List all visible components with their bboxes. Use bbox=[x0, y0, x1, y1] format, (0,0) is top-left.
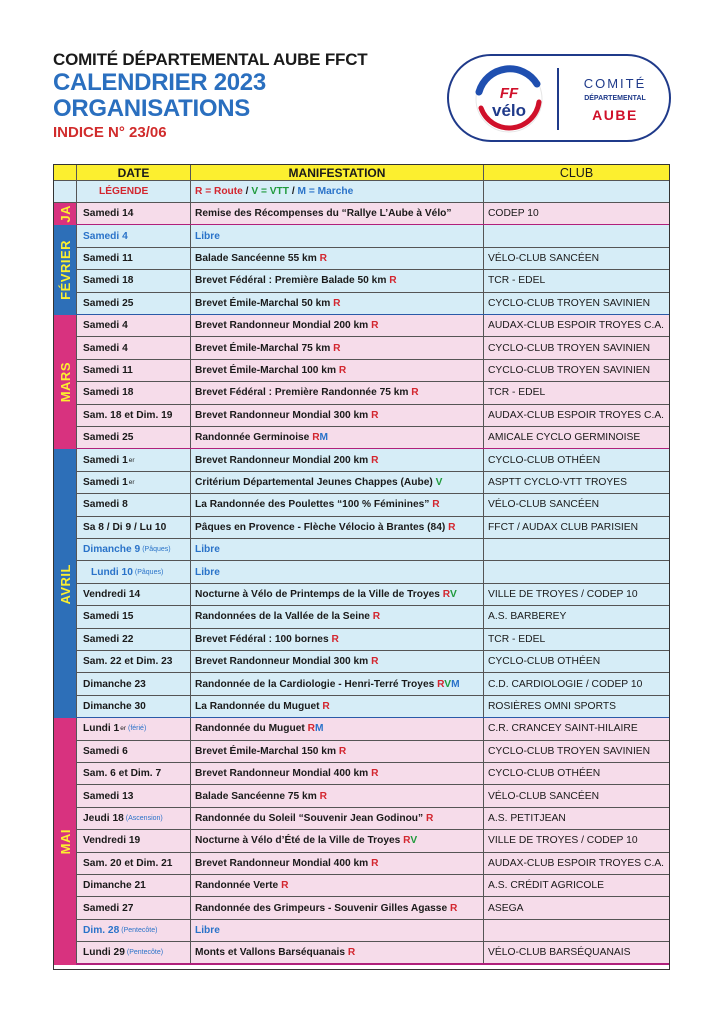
type-codes: RM bbox=[307, 723, 324, 735]
manifestation-cell: Libre bbox=[191, 920, 484, 941]
manifestation-cell: Brevet Émile-Marchal 75 km R bbox=[191, 337, 484, 358]
header-manifestation: MANIFESTATION bbox=[191, 165, 484, 180]
club-cell bbox=[484, 539, 669, 560]
type-codes: R bbox=[322, 700, 330, 712]
club-cell: TCR - EDEL bbox=[488, 633, 546, 645]
manifestation-cell: Brevet Randonneur Mondial 400 km R bbox=[191, 853, 484, 874]
club-cell bbox=[484, 561, 669, 582]
date-cell: Samedi 6 bbox=[76, 741, 191, 762]
manifestation-cell: Balade Sancéenne 55 km R bbox=[191, 248, 484, 269]
table-row bbox=[54, 763, 669, 785]
date-cell: Samedi 18 bbox=[76, 270, 191, 291]
date-cell: Samedi 4 bbox=[76, 225, 191, 246]
type-codes: RV bbox=[403, 835, 418, 847]
month-label: MARS bbox=[54, 315, 76, 449]
manifestation-cell: Brevet Randonneur Mondial 400 km R bbox=[191, 763, 484, 784]
date-cell: Dim. 28 (Pentecôte) bbox=[76, 920, 191, 941]
table-row bbox=[54, 270, 669, 292]
table-row bbox=[54, 472, 669, 494]
manifestation-cell: Brevet Randonneur Mondial 300 km R bbox=[191, 405, 484, 426]
type-codes: R bbox=[319, 790, 327, 802]
club-cell: AMICALE CYCLO GERMINOISE bbox=[488, 432, 641, 444]
table-row bbox=[54, 517, 669, 539]
header-date: DATE bbox=[76, 165, 191, 180]
header-club: CLUB bbox=[559, 165, 594, 180]
date-cell: Samedi 13 bbox=[76, 785, 191, 806]
table-row bbox=[54, 897, 669, 919]
club-cell: AUDAX-CLUB ESPOIR TROYES C.A. bbox=[488, 857, 665, 869]
manifestation-cell: Randonnée des Grimpeurs - Souvenir Gilles Agasse R bbox=[191, 897, 484, 918]
table-row bbox=[54, 651, 669, 673]
date-cell: Samedi 1 er bbox=[76, 449, 191, 470]
table-row bbox=[54, 293, 669, 315]
calendar-title: CALENDRIER 2023 bbox=[53, 69, 266, 96]
table-row bbox=[54, 920, 669, 942]
month-label: AVRIL bbox=[54, 449, 76, 718]
date-cell: Sam. 6 et Dim. 7 bbox=[76, 763, 191, 784]
date-cell: Lundi 10 (Pâques) bbox=[76, 561, 191, 582]
date-cell: Vendredi 14 bbox=[76, 584, 191, 605]
manifestation-cell: Brevet Fédéral : Première Balade 50 km R bbox=[191, 270, 484, 291]
date-cell: Sam. 22 et Dim. 23 bbox=[76, 651, 191, 672]
type-codes: RM bbox=[312, 432, 329, 444]
committee-title: COMITÉ DÉPARTEMENTAL AUBE FFCT bbox=[53, 50, 368, 69]
type-codes: R bbox=[319, 252, 327, 264]
type-codes: R bbox=[425, 812, 434, 824]
date-cell: Samedi 25 bbox=[76, 293, 191, 314]
type-codes: RV bbox=[442, 588, 457, 600]
manifestation-cell: La Randonnée du Muguet R bbox=[191, 696, 484, 717]
table-row bbox=[54, 449, 669, 471]
type-codes: R bbox=[371, 768, 379, 780]
month-label: FÉVRIER bbox=[54, 225, 76, 315]
type-codes: R bbox=[347, 947, 356, 959]
month-label: JA bbox=[54, 203, 76, 225]
table-row bbox=[54, 808, 669, 830]
table-row bbox=[54, 561, 669, 583]
table-row bbox=[54, 360, 669, 382]
month-divider bbox=[76, 963, 669, 965]
type-codes: R bbox=[448, 521, 456, 533]
ffvelo-logo bbox=[447, 54, 671, 142]
club-cell: ROSIÈRES OMNI SPORTS bbox=[488, 700, 616, 712]
club-cell: FFCT / AUDAX CLUB PARISIEN bbox=[488, 521, 639, 533]
club-cell: CODEP 10 bbox=[488, 208, 539, 220]
club-cell: VILLE DE TROYES / CODEP 10 bbox=[488, 588, 638, 600]
type-codes: R bbox=[389, 275, 397, 287]
type-codes: R bbox=[333, 297, 341, 309]
type-codes: R bbox=[338, 745, 347, 757]
manifestation-cell: Brevet Émile-Marchal 100 km R bbox=[191, 360, 484, 381]
club-cell: TCR - EDEL bbox=[488, 387, 546, 399]
table-row bbox=[54, 629, 669, 651]
table-row bbox=[54, 785, 669, 807]
table-row bbox=[54, 942, 669, 964]
manifestation-cell: La Randonnée des Poulettes “100 % Féminines” R bbox=[191, 494, 484, 515]
table-row bbox=[54, 853, 669, 875]
manifestation-cell: Brevet Randonneur Mondial 200 km R bbox=[191, 315, 484, 336]
table-row bbox=[54, 405, 669, 427]
type-codes: R bbox=[371, 656, 379, 668]
date-cell: Samedi 11 bbox=[76, 360, 191, 381]
date-cell: Vendredi 19 bbox=[76, 830, 191, 851]
date-cell: Dimanche 21 bbox=[76, 875, 191, 896]
club-cell: VILLE DE TROYES / CODEP 10 bbox=[488, 835, 638, 847]
type-codes: V bbox=[435, 476, 443, 488]
club-cell bbox=[484, 920, 669, 941]
date-cell: Sam. 18 et Dim. 19 bbox=[76, 405, 191, 426]
club-cell: CYCLO-CLUB OTHÉEN bbox=[488, 454, 601, 466]
legend-club bbox=[484, 181, 669, 202]
table-row bbox=[54, 494, 669, 516]
date-cell: Lundi 1 er (férié) bbox=[76, 718, 191, 739]
club-cell: CYCLO-CLUB TROYEN SAVINIEN bbox=[488, 297, 651, 309]
manifestation-cell: Libre bbox=[191, 539, 484, 560]
type-codes: R bbox=[371, 857, 379, 869]
date-cell: Samedi 11 bbox=[76, 248, 191, 269]
date-cell: Samedi 22 bbox=[76, 629, 191, 650]
manifestation-cell: Nocturne à Vélo de Printemps de la Ville de Troyes RV bbox=[191, 584, 484, 605]
logo-comite: COMITÉ bbox=[583, 76, 647, 91]
calendar-table bbox=[53, 164, 670, 970]
date-cell: Dimanche 30 bbox=[76, 696, 191, 717]
type-codes: R bbox=[411, 387, 419, 399]
manifestation-cell: Randonnée du Muguet RM bbox=[191, 718, 484, 739]
club-cell: ASEGA bbox=[488, 902, 524, 914]
manifestation-cell: Remise des Récompenses du “Rallye L’Aube à Vélo” bbox=[191, 203, 484, 224]
table-row bbox=[54, 741, 669, 763]
club-cell: CYCLO-CLUB OTHÉEN bbox=[488, 768, 601, 780]
club-cell: CYCLO-CLUB TROYEN SAVINIEN bbox=[488, 364, 651, 376]
club-cell: CYCLO-CLUB OTHÉEN bbox=[488, 656, 601, 668]
legend-row bbox=[54, 181, 669, 203]
manifestation-cell: Libre bbox=[191, 561, 484, 582]
date-cell: Samedi 15 bbox=[76, 606, 191, 627]
table-row bbox=[54, 248, 669, 270]
table-row bbox=[54, 539, 669, 561]
club-cell: C.R. CRANCEY SAINT-HILAIRE bbox=[488, 723, 638, 735]
document-header bbox=[53, 50, 367, 144]
club-cell: A.S. PETITJEAN bbox=[488, 812, 566, 824]
date-cell: Samedi 1 er bbox=[76, 472, 191, 493]
table-row bbox=[54, 673, 669, 695]
club-cell: CYCLO-CLUB TROYEN SAVINIEN bbox=[488, 342, 651, 354]
table-row bbox=[54, 225, 669, 247]
table-row bbox=[54, 830, 669, 852]
date-cell: Samedi 4 bbox=[76, 337, 191, 358]
manifestation-cell: Randonnée du Soleil “Souvenir Jean Godinou” R bbox=[191, 808, 484, 829]
ffvelo-emblem-icon bbox=[467, 62, 551, 136]
type-codes: R bbox=[331, 633, 339, 645]
club-cell: VÉLO-CLUB BARSÉQUANAIS bbox=[488, 947, 631, 959]
table-row bbox=[54, 718, 669, 740]
table-row bbox=[54, 427, 669, 449]
type-codes: R bbox=[372, 611, 381, 623]
manifestation-cell: Randonnée Germinoise RM bbox=[191, 427, 484, 448]
table-row bbox=[54, 696, 669, 718]
table-row bbox=[54, 875, 669, 897]
type-codes: R bbox=[449, 902, 458, 914]
manifestation-cell: Nocturne à Vélo d’Été de la Ville de Troyes RV bbox=[191, 830, 484, 851]
table-row bbox=[54, 584, 669, 606]
date-cell: Sa 8 / Di 9 / Lu 10 bbox=[76, 517, 191, 538]
legend-label: LÉGENDE bbox=[76, 181, 191, 202]
club-cell: TCR - EDEL bbox=[488, 275, 546, 287]
type-codes: R bbox=[338, 364, 347, 376]
manifestation-cell: Randonnée Verte R bbox=[191, 875, 484, 896]
type-codes: R bbox=[432, 499, 440, 511]
date-cell: Dimanche 9 (Pâques) bbox=[76, 539, 191, 560]
club-cell: CYCLO-CLUB TROYEN SAVINIEN bbox=[488, 745, 651, 757]
manifestation-cell: Brevet Fédéral : 100 bornes R bbox=[191, 629, 484, 650]
table-row bbox=[54, 315, 669, 337]
club-cell: A.S. BARBEREY bbox=[488, 611, 567, 623]
manifestation-cell: Critérium Départemental Jeunes Chappes (Aube) V bbox=[191, 472, 484, 493]
type-codes: R bbox=[281, 880, 289, 892]
svg-text:FF: FF bbox=[499, 85, 519, 102]
manifestation-cell: Brevet Émile-Marchal 50 km R bbox=[191, 293, 484, 314]
logo-departemental: DÉPARTEMENTAL bbox=[584, 95, 646, 102]
club-cell: VÉLO-CLUB SANCÉEN bbox=[488, 499, 600, 511]
table-row bbox=[54, 382, 669, 404]
date-cell: Lundi 29 (Pentecôte) bbox=[76, 942, 191, 963]
manifestation-cell: Randonnées de la Vallée de la Seine R bbox=[191, 606, 484, 627]
type-codes: R bbox=[371, 454, 379, 466]
date-cell: Samedi 4 bbox=[76, 315, 191, 336]
club-cell bbox=[484, 225, 669, 246]
manifestation-cell: Randonnée de la Cardiologie - Henri-Terré Troyes RVM bbox=[191, 673, 484, 694]
table-row bbox=[54, 203, 669, 225]
date-cell: Sam. 20 et Dim. 21 bbox=[76, 853, 191, 874]
table-header-row bbox=[54, 165, 669, 181]
club-cell: C.D. CARDIOLOGIE / CODEP 10 bbox=[488, 678, 643, 690]
date-cell: Samedi 25 bbox=[76, 427, 191, 448]
manifestation-cell: Brevet Randonneur Mondial 300 km R bbox=[191, 651, 484, 672]
club-cell: ASPTT CYCLO-VTT TROYES bbox=[488, 476, 628, 488]
date-cell: Jeudi 18 (Ascension) bbox=[76, 808, 191, 829]
club-cell: A.S. CRÉDIT AGRICOLE bbox=[488, 880, 604, 892]
date-cell: Samedi 27 bbox=[76, 897, 191, 918]
manifestation-cell: Monts et Vallons Barséquanais R bbox=[191, 942, 484, 963]
club-cell: VÉLO-CLUB SANCÉEN bbox=[488, 790, 600, 802]
manifestation-cell: Libre bbox=[191, 225, 484, 246]
date-cell: Dimanche 23 bbox=[76, 673, 191, 694]
manifestation-cell: Brevet Émile-Marchal 150 km R bbox=[191, 741, 484, 762]
type-codes: R bbox=[371, 320, 379, 332]
manifestation-cell: Brevet Randonneur Mondial 200 km R bbox=[191, 449, 484, 470]
svg-text:vélo: vélo bbox=[491, 101, 527, 120]
club-cell: VÉLO-CLUB SANCÉEN bbox=[488, 252, 600, 264]
type-codes: RVM bbox=[437, 678, 460, 690]
logo-aube: AUBE bbox=[592, 107, 638, 123]
legend-text: R = Route / V = VTT / M = Marche bbox=[191, 181, 484, 202]
club-cell: AUDAX-CLUB ESPOIR TROYES C.A. bbox=[488, 320, 665, 332]
club-cell: AUDAX-CLUB ESPOIR TROYES C.A. bbox=[488, 409, 665, 421]
index-number: INDICE N° 23/06 bbox=[53, 124, 167, 141]
manifestation-cell: Pâques en Provence - Flèche Vélocio à Brantes (84) R bbox=[191, 517, 484, 538]
manifestation-cell: Brevet Fédéral : Première Randonnée 75 km R bbox=[191, 382, 484, 403]
month-label: MAI bbox=[54, 718, 76, 964]
table-row bbox=[54, 606, 669, 628]
date-cell: Samedi 14 bbox=[76, 203, 191, 224]
date-cell: Samedi 18 bbox=[76, 382, 191, 403]
date-cell: Samedi 8 bbox=[76, 494, 191, 515]
table-row bbox=[54, 337, 669, 359]
organisations-title: ORGANISATIONS bbox=[53, 95, 250, 122]
manifestation-cell: Balade Sancéenne 75 km R bbox=[191, 785, 484, 806]
type-codes: R bbox=[333, 342, 341, 354]
type-codes: R bbox=[371, 409, 379, 421]
